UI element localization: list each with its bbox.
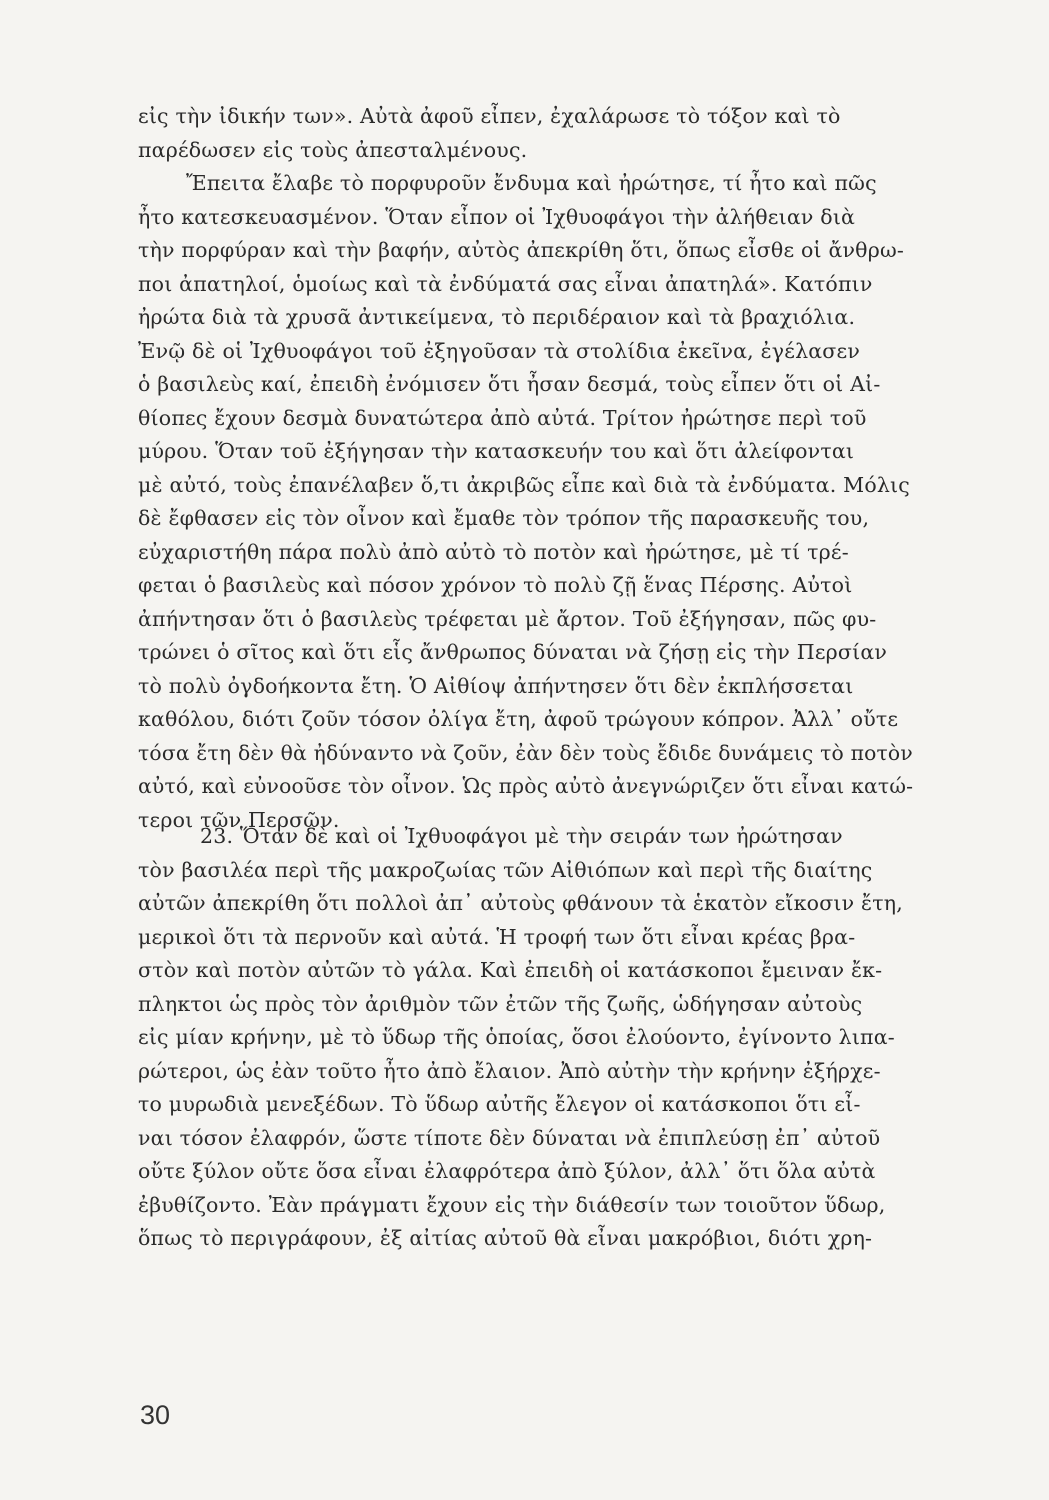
text-line: φεται ὁ βασιλεὺς καὶ πόσον χρόνον τὸ πολὺ ζῇ ἕνας Πέρσης. Αὐτοὶ bbox=[138, 573, 853, 597]
text-line: το μυρωδιὰ μενεξέδων. Τὸ ὕδωρ αὐτῆς ἔλεγον οἱ κατάσκοποι ὅτι εἶ- bbox=[138, 1092, 861, 1116]
text-line: καθόλου, διότι ζοῦν τόσον ὀλίγα ἔτη, ἀφοῦ τρώγουν κόπρον. Ἀλλ᾽ οὔτε bbox=[138, 707, 899, 731]
text-line: μὲ αὐτό, τοὺς ἐπανέλαβεν ὅ,τι ἀκριβῶς εἶπε καὶ διὰ τὰ ἐνδύματα. Μόλις bbox=[138, 472, 910, 497]
text-line: τὸ πολὺ ὀγδοήκοντα ἔτη. Ὁ Αἰθίοψ ἀπήντησεν ὅτι δὲν ἐκπλήσσεται bbox=[138, 673, 854, 698]
text-line: πληκτοι ὡς πρὸς τὸν ἀριθμὸν τῶν ἐτῶν τῆς ζωῆς, ὡδήγησαν αὐτοὺς bbox=[138, 991, 863, 1016]
text-block-lower bbox=[138, 820, 913, 1256]
text-line: ὁ βασιλεὺς καί, ἐπειδὴ ἐνόμισεν ὅτι ἦσαν δεσμά, τοὺς εἶπεν ὅτι οἱ Αἰ- bbox=[138, 372, 881, 396]
text-block-upper bbox=[138, 100, 913, 837]
text-line: δὲ ἔφθασεν εἰς τὸν οἶνον καὶ ἔμαθε τὸν τρόπον τῆς παρασκευῆς του, bbox=[138, 506, 870, 530]
text-line: οὔτε ξύλον οὔτε ὅσα εἶναι ἐλαφρότερα ἀπὸ ξύλον, ἀλλ᾽ ὅτι ὅλα αὐτὰ bbox=[138, 1159, 876, 1183]
text-line: ἦτο κατεσκευασμένον. Ὅταν εἶπον οἱ Ἰχθυοφάγοι τὴν ἀλήθειαν διὰ bbox=[138, 204, 856, 229]
text-line: ἐβυθίζοντο. Ἐὰν πράγματι ἔχουν εἰς τὴν διάθεσίν των τοιοῦτον ὕδωρ, bbox=[138, 1192, 886, 1217]
text-line: τόσα ἔτη δὲν θὰ ἠδύναντο νὰ ζοῦν, ἐὰν δὲν τοὺς ἔδιδε δυνάμεις τὸ ποτὸν bbox=[138, 740, 913, 765]
paragraph-start-line: Ἔπειτα ἔλαβε τὸ πορφυροῦν ἔνδυμα καὶ ἠρώτησε, τί ἦτο καὶ πῶς bbox=[186, 171, 877, 195]
text-line: ἠρώτα διὰ τὰ χρυσᾶ ἀντικείμενα, τὸ περιδέραιον καὶ τὰ βραχιόλια. bbox=[138, 305, 856, 329]
page-number: 30 bbox=[140, 1400, 171, 1430]
text-line: αὐτῶν ἀπεκρίθη ὅτι πολλοὶ ἀπ᾽ αὐτοὺς φθάνουν τὰ ἑκατὸν εἴκοσιν ἔτη, bbox=[138, 891, 903, 915]
section-23-start-line: 23. Ὅταν δὲ καὶ οἱ Ἰχθυοφάγοι μὲ τὴν σειράν των ἠρώτησαν bbox=[200, 824, 843, 848]
text-line: τρώνει ὁ σῖτος καὶ ὅτι εἷς ἄνθρωπος δύναται νὰ ζήσῃ εἰς τὴν Περσίαν bbox=[138, 640, 888, 664]
text-line: μερικοὶ ὅτι τὰ περνοῦν καὶ αὐτά. Ἡ τροφή των ὅτι εἶναι κρέας βρα- bbox=[138, 924, 856, 949]
text-line: ὅπως τὸ περιγράφουν, ἐξ αἰτίας αὐτοῦ θὰ εἶναι μακρόβιοι, διότι χρη- bbox=[138, 1226, 873, 1250]
text-line: θίοπες ἔχουν δεσμὰ δυνατώτερα ἀπὸ αὐτά. Τρίτον ἠρώτησε περὶ τοῦ bbox=[138, 405, 867, 430]
text-line: εἰς μίαν κρήνην, μὲ τὸ ὕδωρ τῆς ὁποίας, ὅσοι ἐλούοντο, ἐγίνοντο λιπα- bbox=[138, 1025, 895, 1049]
text-line: αὐτό, καὶ εὐνοοῦσε τὸν οἶνον. Ὡς πρὸς αὐτὸ ἀνεγνώριζεν ὅτι εἶναι κατώ- bbox=[138, 774, 914, 798]
text-line: εὐχαριστήθη πάρα πολὺ ἀπὸ αὐτὸ τὸ ποτὸν καὶ ἠρώτησε, μὲ τί τρέ- bbox=[138, 539, 849, 564]
text-line: στὸν καὶ ποτὸν αὐτῶν τὸ γάλα. Καὶ ἐπειδὴ οἱ κατάσκοποι ἔμειναν ἔκ- bbox=[138, 958, 883, 982]
text-line: τεροι τῶν Περσῶν. bbox=[138, 807, 340, 832]
text-line: ποι ἀπατηλοί, ὁμοίως καὶ τὰ ἐνδύματά σας εἶναι ἀπατηλά». Κατόπιν bbox=[138, 271, 873, 296]
text-line: ρώτεροι, ὡς ἐὰν τοῦτο ἦτο ἀπὸ ἔλαιον. Ἀπὸ αὐτὴν τὴν κρήνην ἐξήρχε- bbox=[138, 1058, 881, 1083]
text-line: τὸν βασιλέα περὶ τῆς μακροζωίας τῶν Αἰθιόπων καὶ περὶ τῆς διαίτης bbox=[138, 857, 873, 882]
text-line: Ἐνῷ δὲ οἱ Ἰχθυοφάγοι τοῦ ἐξηγοῦσαν τὰ στολίδια ἐκεῖνα, ἐγέλασεν bbox=[138, 338, 860, 363]
text-line: ναι τόσον ἐλαφρόν, ὥστε τίποτε δὲν δύναται νὰ ἐπιπλεύσῃ ἐπ᾽ αὐτοῦ bbox=[138, 1125, 881, 1150]
text-line: παρέδωσεν εἰς τοὺς ἀπεσταλμένους. bbox=[138, 137, 528, 162]
text-line: μύρου. Ὅταν τοῦ ἐξήγησαν τὴν κατασκευήν του καὶ ὅτι ἀλείφονται bbox=[138, 439, 855, 463]
text-line: τὴν πορφύραν καὶ τὴν βαφήν, αὐτὸς ἀπεκρίθη ὅτι, ὅπως εἶσθε οἱ ἄνθρω- bbox=[138, 238, 905, 262]
text-line: εἰς τὴν ἰδικήν των». Αὐτὰ ἀφοῦ εἶπεν, ἐχαλάρωσε τὸ τόξον καὶ τὸ bbox=[138, 104, 841, 128]
text-line: ἀπήντησαν ὅτι ὁ βασιλεὺς τρέφεται μὲ ἄρτον. Τοῦ ἐξήγησαν, πῶς φυ- bbox=[138, 606, 877, 631]
